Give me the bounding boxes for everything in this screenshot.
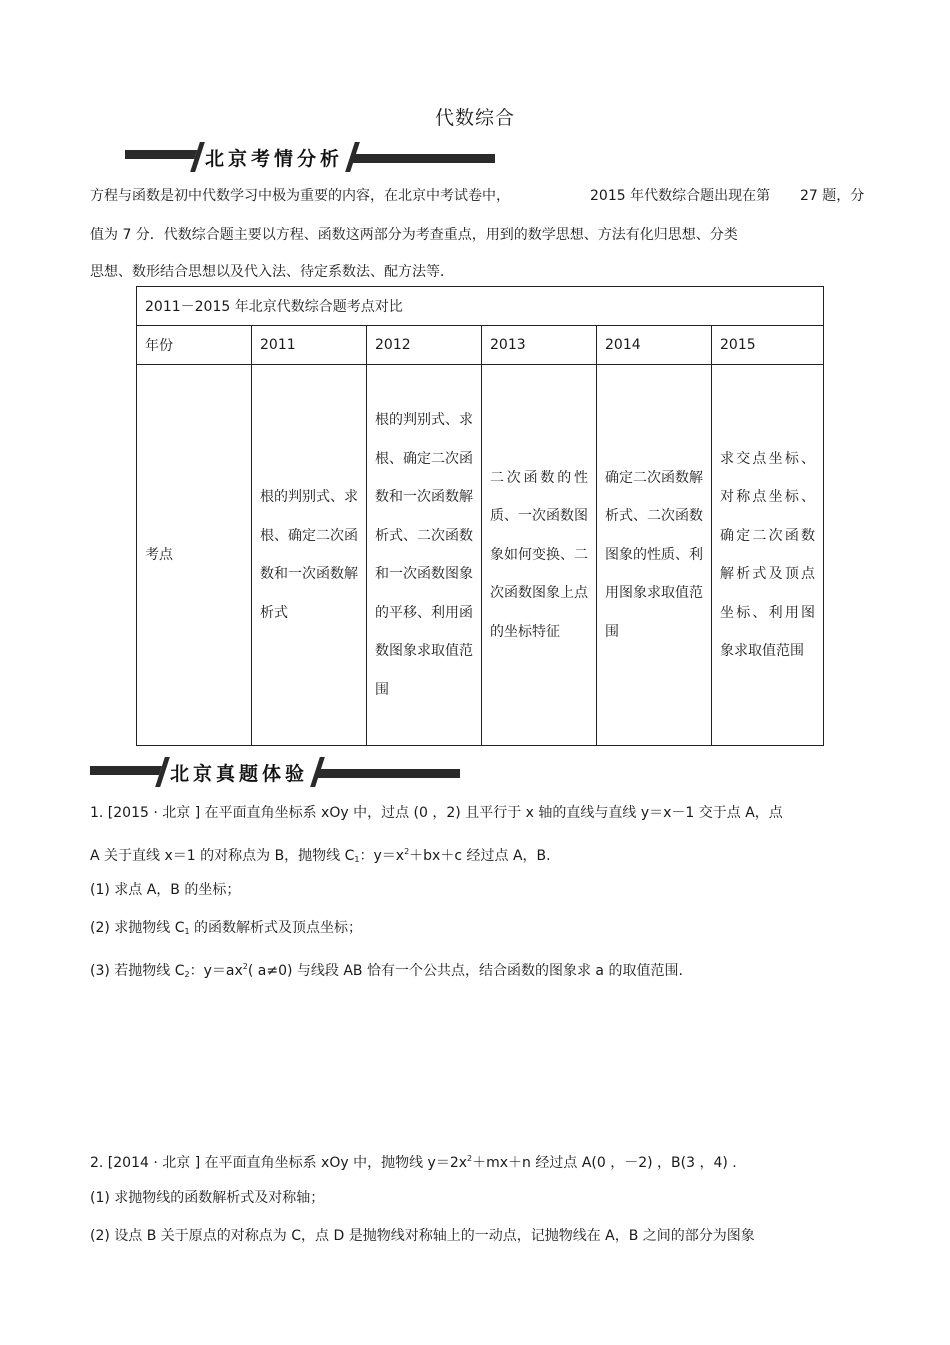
text: (3) 若抛物线 C [90,963,185,979]
text: 的函数解析式及顶点坐标； [189,920,363,936]
question-1-part-2 [90,918,362,942]
table-caption: 2011－2015 年北京代数综合题考点对比 [137,287,824,326]
page-title: 代数综合 [434,107,515,129]
section-banner-exam [90,757,460,787]
table-cell-2011: 根的判别式、求根、确定二次函数和一次函数解析式 [252,365,367,746]
question-1-part-3 [90,957,683,985]
question-2-line-1 [90,1149,737,1173]
text: 2. [2014 · 北京 ] 在平面直角坐标系 xOy 中，抛物线 y＝2x [90,1155,468,1171]
question-1-part-1: (1) 求点 A，B 的坐标； [90,882,241,898]
table-header-cell: 年份 [137,326,252,365]
section-banner-exam-label: 北京真题体验 [170,763,309,785]
table-header-cell: 2012 [367,326,482,365]
section-banner-analysis [125,142,495,172]
text: A 关于直线 x＝1 的对称点为 B，抛物线 C [90,848,355,864]
table-row-label: 考点 [137,365,252,746]
table-header-cell: 2015 [712,326,824,365]
subscript: 2 [184,970,190,979]
subscript: 1 [184,927,190,936]
table-header-cell: 2014 [597,326,712,365]
table-cell-2015: 求交点坐标、对称点坐标、确定二次函数解析式及顶点坐标、利用图象求取值范围 [712,365,824,746]
text: (2) 求抛物线 C [90,920,185,936]
subscript: 1 [354,855,360,864]
table-cell-2014: 确定二次函数解析式、二次函数图象的性质、利用图象求取值范围 [597,365,712,746]
table-header-cell: 2013 [482,326,597,365]
text: ：y＝ax [189,963,243,979]
question-2-part-1: (1) 求抛物线的函数解析式及对称轴； [90,1190,325,1206]
section-banner-analysis-label: 北京考情分析 [205,148,344,170]
question-1-line-1: 1. [2015 · 北京 ] 在平面直角坐标系 xOy 中，过点 (0 ，2) 且平行于 x 轴的直线与直线 y＝x－1 交于点 A，点 [90,805,783,821]
text: ( a≠0) 与线段 AB 恰有一个公共点，结合函数的图象求 a 的取值范围. [247,963,683,979]
superscript: 2 [242,962,248,971]
comparison-table [136,286,824,746]
intro-line-2: 值为 7 分．代数综合题主要以方程、函数这两部分为考查重点，用到的数学思想、方法有化归思想、分类 [90,227,738,243]
superscript: 2 [404,847,410,856]
question-2-part-2: (2) 设点 B 关于原点的对称点为 C，点 D 是抛物线对称轴上的一动点，记抛物线在 A，B 之间的部分为图象 [90,1228,755,1244]
intro-text: 27 题，分 [800,188,865,204]
superscript: 2 [467,1154,473,1163]
intro-text: 2015 年代数综合题出现在第 [590,188,771,204]
intro-text: 方程与函数是初中代数学习中极为重要的内容，在北京中考试卷中， [90,188,510,204]
text: ＋bx＋c 经过点 A，B. [409,848,551,864]
text: ＋mx＋n 经过点 A(0 ，－2) ，B(3 ，4) . [472,1155,737,1171]
question-1-line-2 [90,842,551,870]
intro-line-1 [90,186,870,206]
table-header-cell: 2011 [252,326,367,365]
text: ：y＝x [359,848,405,864]
table-cell-2013: 二次函数的性质、一次函数图象如何变换、二次函数图象上点的坐标特征 [482,365,597,746]
intro-line-3: 思想、数形结合思想以及代入法、待定系数法、配方法等． [90,264,454,280]
table-cell-2012: 根的判别式、求根、确定二次函数和一次函数解析式、二次函数和一次函数图象的平移、利用函数图象求取值范围 [367,365,482,746]
